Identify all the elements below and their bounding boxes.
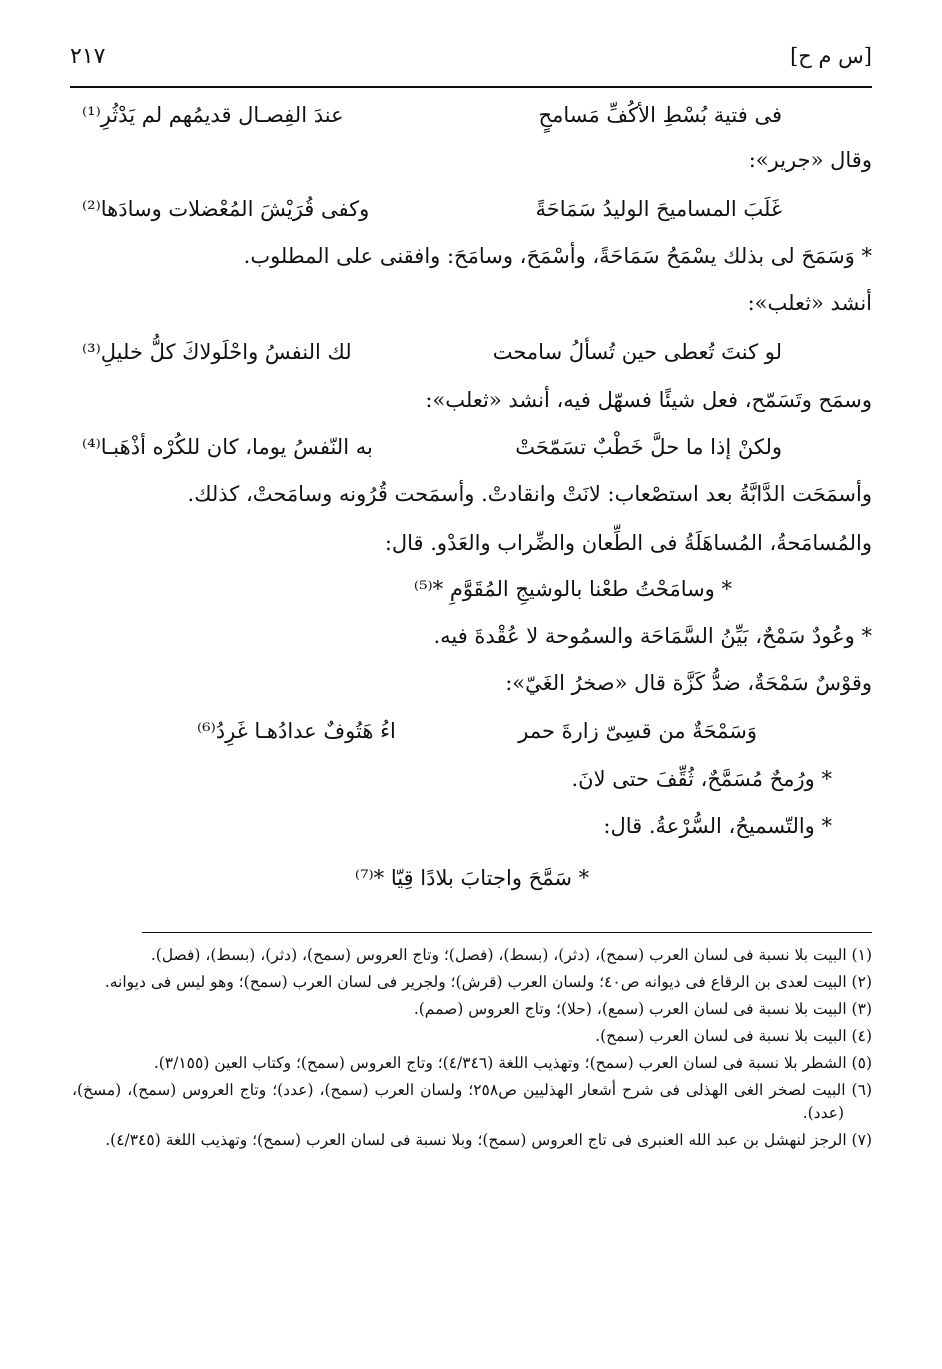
text-line-11: * والتّسميحُ، السُّرْعةُ. قال:	[603, 814, 832, 838]
text-line-5: وأسمَحَت الدَّابَّةُ بعد استصْعاب: لانَتْ وانقادتْ. وأسمَحت قُرُونه وسامَحتْ، كذلك.	[187, 482, 872, 506]
verse-5	[197, 714, 757, 748]
page-header	[70, 42, 872, 88]
verse-1-second-hemistich: عندَ الفِصـال قديمُهم لم يَدْثُرِ⁽¹⁾	[82, 103, 344, 127]
verse-5-second-hemistich: اءُ هَتُوفٌ عدادُهـا غَرِدُ⁽⁶⁾	[197, 719, 396, 743]
text-line-7: * وسامَحْتُ طعْنا بالوشيجِ المُقَوَّمِ *⁽⁵⁾	[413, 577, 732, 601]
footnote-6: (٦) البيت لصخر الغى الهذلى فى شرح أشعار الهذليين ص٢٥٨؛ ولسان العرب (سمح)، (عدد)؛ وتاج العروس (سمح)، (مسخ)، (عدد).	[72, 1081, 872, 1122]
footnote-separator	[142, 932, 872, 933]
footnote-5: (٥) الشطر بلا نسبة فى لسان العرب (سمح)؛ وتهذيب اللغة (٤/٣٤٦)؛ وتاج العروس (سمح)؛ وكتاب العين (٣/١٥٥).	[153, 1054, 872, 1072]
footnote-7: (٧) الرجز لنهشل بن عبد الله العنبرى فى تاج العروس (سمح)؛ وبلا نسبة فى لسان العرب (سمح)؛ وتهذيب اللغة (٤/٣٤٥).	[105, 1131, 872, 1149]
footnote-3: (٣) البيت بلا نسبة فى لسان العرب (سمع)، (حلا)؛ وتاج العروس (صمم).	[413, 1000, 872, 1018]
section-reference: [س م ح]	[790, 44, 872, 68]
footnote-4: (٤) البيت بلا نسبة فى لسان العرب (سمح).	[595, 1027, 872, 1045]
verse-3	[82, 335, 782, 369]
verse-2	[82, 192, 782, 226]
verse-1	[82, 98, 782, 132]
text-line-1: وقال «جرير»:	[748, 148, 872, 172]
text-line-9: وقوْسٌ سَمْحَةٌ، ضدُّ كَزَّة قال «صخرُ الغَيّ»:	[505, 671, 872, 695]
page-number: ٢١٧	[70, 44, 106, 69]
text-line-4: وسمَح وتَسَمّح، فعل شيئًا فسهّل فيه، أنشد «ثعلب»:	[425, 388, 872, 412]
verse-5-first-hemistich: وَسَمْحَةٌ من قسِىّ زارةَ حمر	[518, 719, 757, 743]
verse-4-first-hemistich: ولكنْ إذا ما حلَّ خَطْبٌ تسَمّحَتْ	[515, 435, 782, 459]
verse-1-first-hemistich: فى فتية بُسْطِ الأكُفِّ مَسامحٍ	[538, 103, 782, 127]
footnote-2: (٢) البيت لعدى بن الرقاع فى ديوانه ص٤٠؛ ولسان العرب (قرش)؛ ولجرير فى لسان العرب (سمح)؛ وهو ليس فى ديوانه.	[104, 973, 872, 991]
footnotes	[72, 944, 872, 1156]
verse-2-second-hemistich: وكفى قُرَيْشَ المُعْضلات وسادَها⁽²⁾	[82, 197, 370, 221]
verse-4	[82, 430, 782, 464]
text-line-12: * سَمَّحَ واجتابَ بلادًا قِيّا *⁽⁷⁾	[354, 866, 590, 890]
verse-3-first-hemistich: لو كنتَ تُعطى حين تُسألُ سامحت	[492, 340, 782, 364]
text-line-8: * وعُودٌ سَمْحٌ، بَيِّنُ السَّمَاحَة والسمُوحة لا عُقْدةَ فيه.	[433, 624, 872, 648]
text-line-10: * ورُمحٌ مُسَمَّحٌ، ثُقِّفَ حتى لانَ.	[571, 767, 832, 791]
text-line-3: أنشد «ثعلب»:	[747, 291, 872, 315]
verse-3-second-hemistich: لك النفسُ واحْلَولاكَ كلُّ خليلِ⁽³⁾	[82, 340, 352, 364]
verse-2-first-hemistich: غَلَبَ المساميحَ الوليدُ سَمَاحَةً	[535, 197, 782, 221]
verse-4-second-hemistich: به النّفسُ يوما، كان للكُرْه أذْهَبـا⁽⁴⁾	[82, 435, 373, 459]
text-line-6: والمُسامَحةُ، المُساهَلَةُ فى الطِّعان والضِّراب والعَدْو. قال:	[384, 531, 872, 555]
footnote-1: (١) البيت بلا نسبة فى لسان العرب (سمح)، (دثر)، (بسط)، (فصل)؛ وتاج العروس (سمح)، (دثر)، (بسط)، (فصل).	[150, 946, 872, 964]
text-line-2: * وَسَمَحَ لى بذلك يسْمَحُ سَمَاحَةً، وأسْمَحَ، وسامَحَ: وافقنى على المطلوب.	[243, 244, 872, 268]
